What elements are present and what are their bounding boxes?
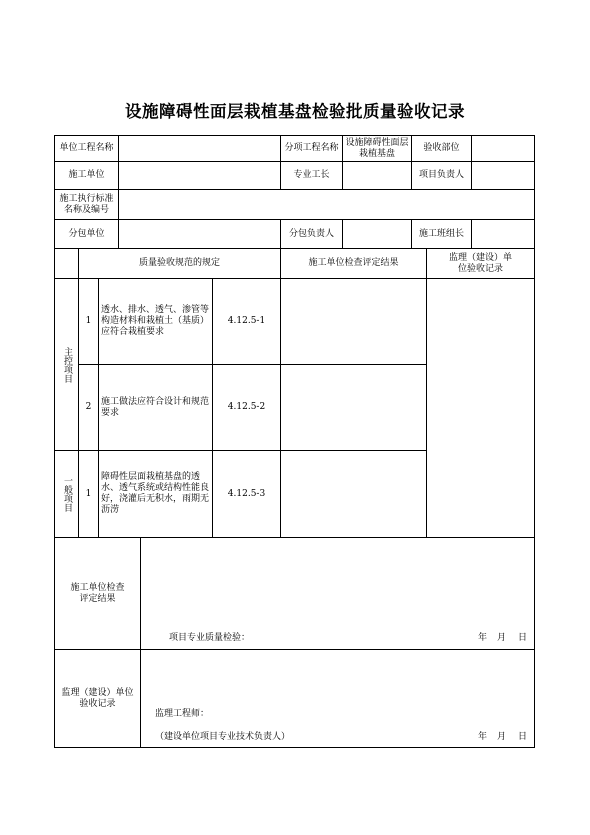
date-month: 月 [497,633,507,643]
main-item-2-text: 施工做法应符合设计和规范要求 [98,364,213,451]
tech-lead-label: （建设单位项目专业技术负责人） [155,732,291,742]
unit-project-value[interactable] [118,135,281,162]
main-item-1-clause: 4.12.5-1 [212,278,281,365]
sub-project-label: 分项工程名称 [280,135,343,162]
unit-project-label: 单位工程名称 [54,135,119,162]
sup-date-year: 年 [478,732,488,742]
general-item-1-no: 1 [78,450,99,538]
main-control-text: 主控项目 [62,346,72,383]
general-item-1-result[interactable] [280,450,427,538]
supervision-engineer-label: 监理工程师： [155,709,210,719]
construction-unit-value[interactable] [118,161,281,190]
subcontract-unit-value[interactable] [118,219,281,249]
professional-foreman-value[interactable] [342,161,412,190]
date-year: 年 [478,633,488,643]
page-title: 设施障碍性面层栽植基盘检验批质量验收记录 [125,102,465,121]
construction-unit-label: 施工单位 [54,161,119,190]
team-leader-label: 施工班组长 [411,219,472,249]
main-item-2-no: 2 [78,364,99,451]
quality-inspector-label: 项目专业质量检验： [169,633,251,643]
construction-result-area[interactable] [140,537,535,650]
sub-project-value: 设施障碍性面层栽植基盘 [342,135,412,162]
supervision-record-cell[interactable] [426,278,535,538]
standard-value[interactable] [118,189,535,220]
professional-foreman-label: 专业工长 [280,161,343,190]
construction-result-text: 施工单位检查评定结果 [70,582,125,604]
general-item-1-clause: 4.12.5-3 [212,450,281,538]
construction-result-label [54,537,141,650]
main-item-1-text: 透水、排水、透气、渗管等构造材料和栽植土（基质）应符合栽植要求 [98,278,213,365]
general-text: 一般项目 [62,476,72,512]
acceptance-part-value[interactable] [471,135,535,162]
sup-date-month: 月 [497,732,507,742]
supervision-record-area[interactable] [140,649,535,748]
sup-date-day: 日 [518,732,528,742]
general-item-1-text: 障碍性层面栽植基盘的透水、透气系统或结构性能良好，浇灌后无积水，雨期无沥涝 [98,450,213,538]
main-item-1-no: 1 [78,278,99,365]
supervision-header: 监理（建设）单位验收记录 [426,248,535,279]
standard-label: 施工执行标准名称及编号 [54,189,119,220]
main-control-label [54,278,79,451]
supervision-record-text: 监理（建设）单位验收记录 [61,687,134,709]
acceptance-part-label: 验收部位 [411,135,472,162]
date-day: 日 [518,633,528,643]
supervision-record-label [54,649,141,748]
construction-check-header: 施工单位检查评定结果 [280,248,427,279]
spec-header: 质量验收规范的规定 [78,248,281,279]
main-item-1-result[interactable] [280,278,427,365]
left-blank-header [54,248,79,279]
project-manager-label: 项目负责人 [411,161,472,190]
main-item-2-clause: 4.12.5-2 [212,364,281,451]
main-item-2-result[interactable] [280,364,427,451]
team-leader-value[interactable] [471,219,535,249]
general-label [54,450,79,538]
subcontract-manager-label: 分包负责人 [280,219,343,249]
project-manager-value[interactable] [471,161,535,190]
subcontract-unit-label: 分包单位 [54,219,119,249]
subcontract-manager-value[interactable] [342,219,412,249]
